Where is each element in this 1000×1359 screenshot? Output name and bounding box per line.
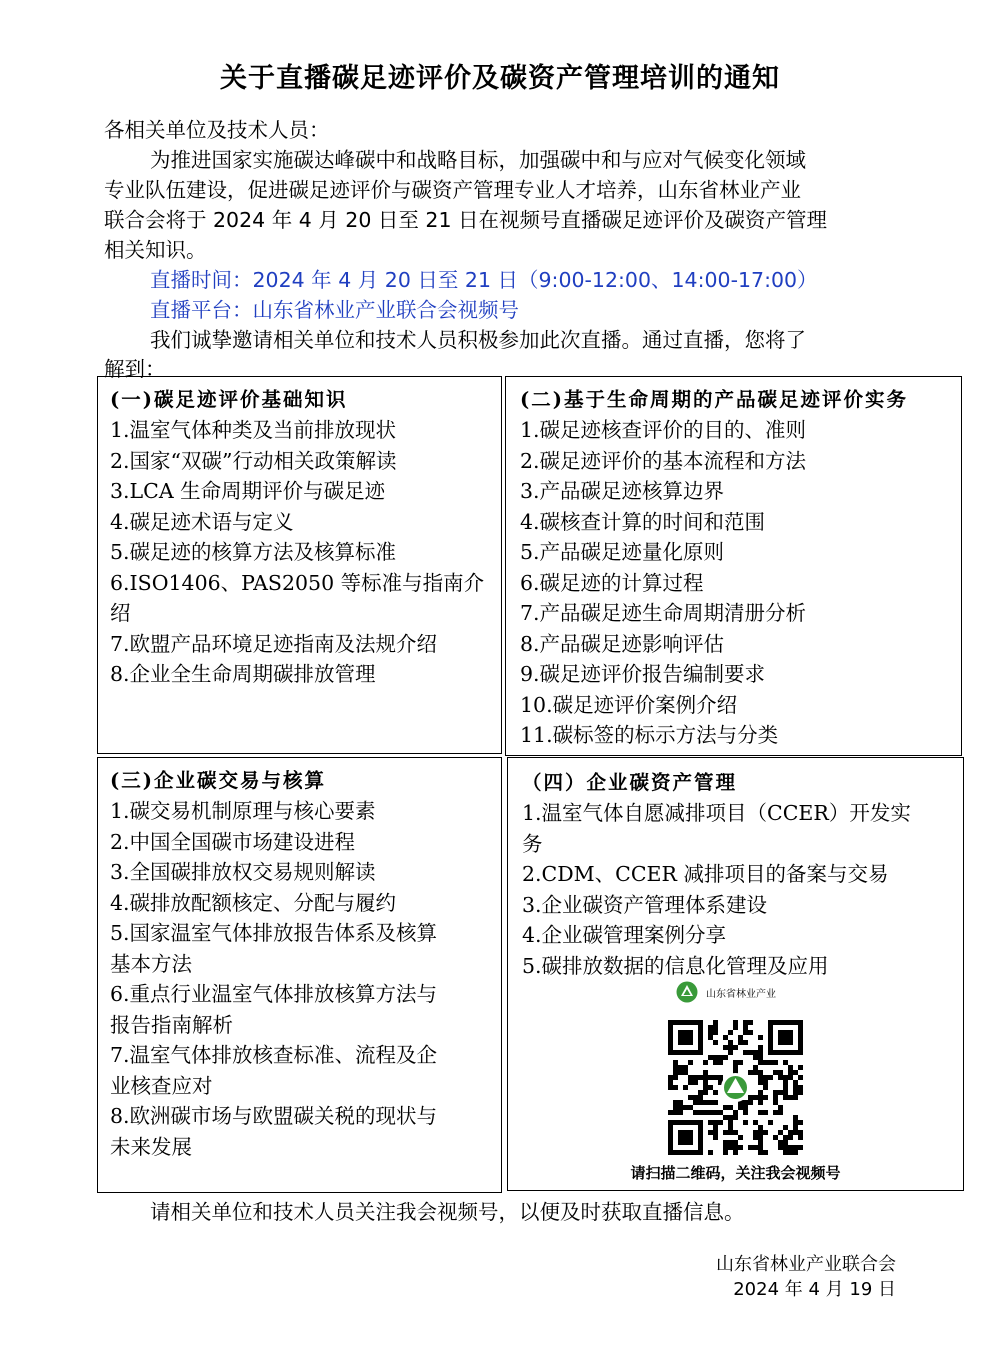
intro-line-2: 专业队伍建设，促进碳足迹评价与碳资产管理专业人才培养，山东省林业产业 bbox=[104, 178, 801, 202]
list-item: 基本方法 bbox=[110, 951, 192, 976]
qr-caption: 请扫描二维码，关注我会视频号 bbox=[630, 1164, 841, 1182]
list-item: 7.温室气体排放核查标准、流程及企 bbox=[110, 1043, 438, 1067]
list-item: 6.ISO1406、PAS2050 等标准与指南介 bbox=[110, 570, 485, 595]
list-item: 报告指南解析 bbox=[110, 1012, 233, 1037]
list-item: 6.重点行业温室气体排放核算方法与 bbox=[110, 982, 438, 1006]
live-time: 直播时间：2024 年 4 月 20 日至 21 日（9:00-12:00、14:00-17:00） bbox=[150, 268, 818, 292]
section-heading-4: （四）企业碳资产管理 bbox=[522, 771, 738, 794]
list-item: 1.碳足迹核查评价的目的、准则 bbox=[520, 418, 807, 442]
list-item: 8.产品碳足迹影响评估 bbox=[520, 631, 725, 656]
greeting: 各相关单位及技术人员： bbox=[104, 118, 330, 142]
account-header bbox=[676, 980, 776, 1004]
list-item: 5.产品碳足迹量化原则 bbox=[520, 540, 725, 564]
list-item: 5.碳足迹的核算方法及核算标准 bbox=[110, 540, 397, 564]
list-item: 4.碳足迹术语与定义 bbox=[110, 509, 294, 534]
list-item: 4.企业碳管理案例分享 bbox=[522, 923, 727, 947]
list-item: 1.碳交易机制原理与核心要素 bbox=[110, 799, 376, 823]
list-item: 5.国家温室气体排放报告体系及核算 bbox=[110, 921, 438, 945]
section-list-4 bbox=[522, 798, 963, 981]
list-item: 11.碳标签的标示方法与分类 bbox=[520, 723, 779, 747]
section-list-1 bbox=[110, 415, 501, 690]
section-heading-1: (一)碳足迹评价基础知识 bbox=[110, 388, 348, 411]
list-item: 7.产品碳足迹生命周期清册分析 bbox=[520, 601, 807, 625]
document-title: 关于直播碳足迹评价及碳资产管理培训的通知 bbox=[220, 63, 780, 94]
list-item: 业核查应对 bbox=[110, 1073, 213, 1098]
section-box-3 bbox=[97, 757, 502, 1193]
intro-line-1: 为推进国家实施碳达峰碳中和战略目标，加强碳中和与应对气候变化领域 bbox=[150, 148, 806, 172]
list-item: 10.碳足迹评价案例介绍 bbox=[520, 692, 738, 717]
association-logo-icon bbox=[676, 981, 698, 1003]
list-item: 2.碳足迹评价的基本流程和方法 bbox=[520, 448, 807, 473]
list-item: 3.企业碳资产管理体系建设 bbox=[522, 892, 768, 917]
section-list-2 bbox=[520, 415, 961, 751]
qr-code[interactable] bbox=[668, 1020, 803, 1155]
section-heading-3: (三)企业碳交易与核算 bbox=[110, 769, 326, 792]
invite-line-2: 解到： bbox=[104, 357, 166, 381]
list-item: 2.中国全国碳市场建设进程 bbox=[110, 829, 356, 854]
list-item: 务 bbox=[522, 831, 543, 856]
intro-line-4: 相关知识。 bbox=[104, 238, 207, 262]
closing-text: 请相关单位和技术人员关注我会视频号，以便及时获取直播信息。 bbox=[150, 1200, 745, 1224]
list-item: 8.欧洲碳市场与欧盟碳关税的现状与 bbox=[110, 1104, 438, 1128]
list-item: 8.企业全生命周期碳排放管理 bbox=[110, 662, 376, 686]
list-item: 2.CDM、CCER 减排项目的备案与交易 bbox=[522, 862, 889, 886]
list-item: 未来发展 bbox=[110, 1134, 192, 1159]
signature-date: 2024 年 4 月 19 日 bbox=[733, 1279, 896, 1300]
intro-line-3: 联合会将于 2024 年 4 月 20 日至 21 日在视频号直播碳足迹评价及碳资产管理 bbox=[104, 208, 828, 232]
list-item: 2.国家“双碳”行动相关政策解读 bbox=[110, 448, 397, 473]
list-item: 3.全国碳排放权交易规则解读 bbox=[110, 860, 376, 884]
list-item: 3.产品碳足迹核算边界 bbox=[520, 479, 725, 503]
signature-org: 山东省林业产业联合会 bbox=[716, 1254, 896, 1275]
list-item: 6.碳足迹的计算过程 bbox=[520, 570, 704, 595]
account-name: 山东省林业产业 bbox=[706, 988, 776, 1000]
list-item: 绍 bbox=[110, 601, 131, 625]
live-platform: 直播平台：山东省林业产业联合会视频号 bbox=[150, 298, 519, 322]
section-list-3 bbox=[110, 796, 501, 1162]
section-heading-2: (二)基于生命周期的产品碳足迹评价实务 bbox=[520, 388, 908, 411]
section-box-1 bbox=[97, 376, 502, 754]
invite-line-1: 我们诚挚邀请相关单位和技术人员积极参加此次直播。通过直播，您将了 bbox=[150, 328, 806, 352]
qr-code-image-icon bbox=[668, 1020, 803, 1155]
list-item: 1.温室气体种类及当前排放现状 bbox=[110, 418, 397, 442]
section-box-2 bbox=[505, 376, 962, 756]
list-item: 1.温室气体自愿减排项目（CCER）开发实 bbox=[522, 801, 911, 825]
list-item: 4.碳核查计算的时间和范围 bbox=[520, 509, 766, 534]
list-item: 3.LCA 生命周期评价与碳足迹 bbox=[110, 479, 386, 503]
list-item: 4.碳排放配额核定、分配与履约 bbox=[110, 890, 397, 915]
list-item: 7.欧盟产品环境足迹指南及法规介绍 bbox=[110, 631, 438, 656]
list-item: 5.碳排放数据的信息化管理及应用 bbox=[522, 953, 829, 978]
list-item: 9.碳足迹评价报告编制要求 bbox=[520, 662, 766, 686]
